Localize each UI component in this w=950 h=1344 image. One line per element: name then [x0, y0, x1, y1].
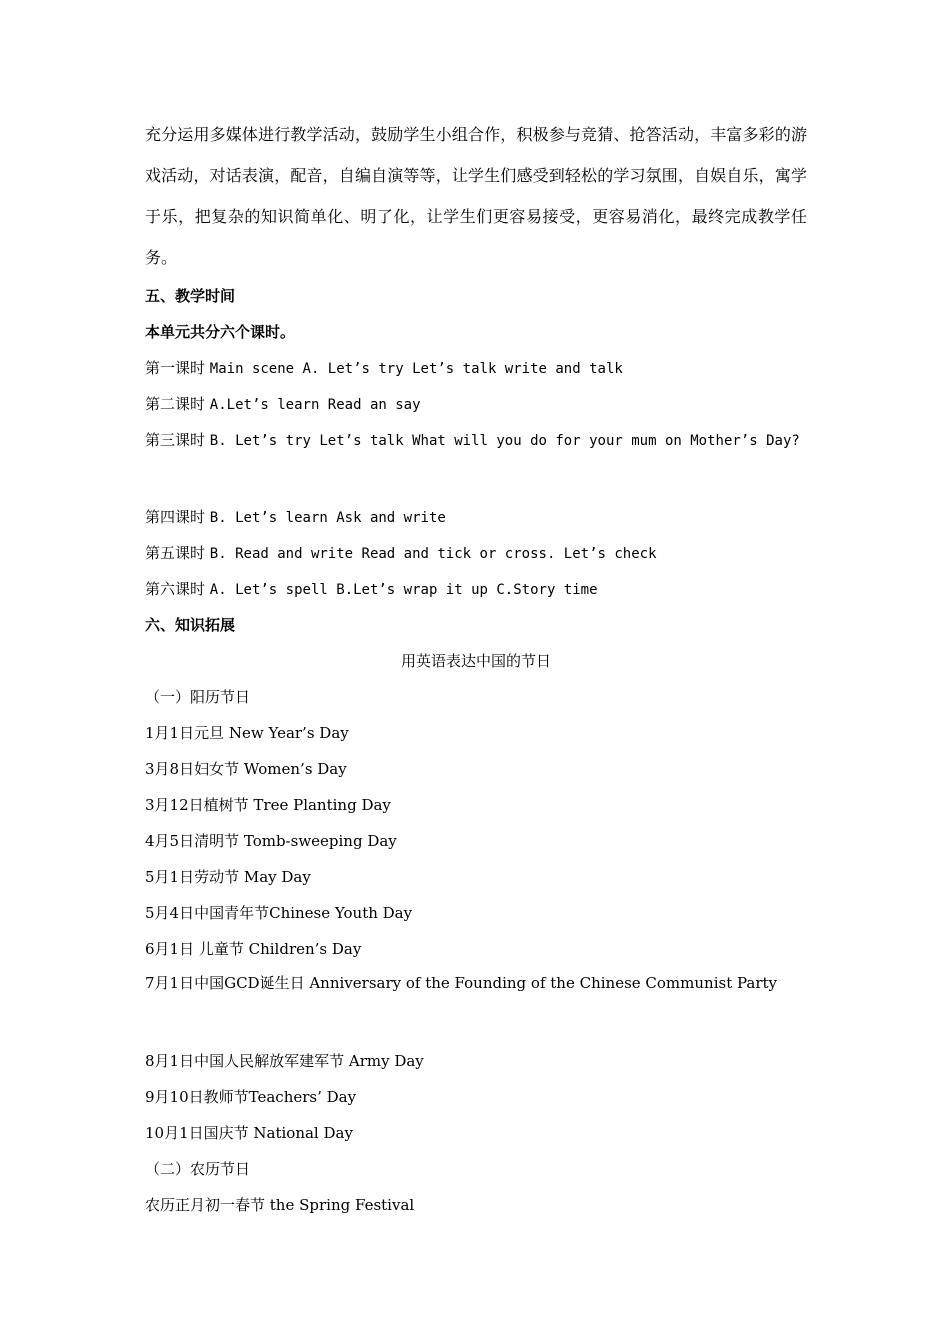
lesson-content: A.Let’s learn Read an say	[209, 397, 421, 413]
lesson-item	[145, 578, 807, 601]
festival-item: 1月1日元旦 New Year’s Day	[145, 724, 349, 742]
section-heading-teaching-time: 五、教学时间	[145, 287, 236, 305]
lesson-item	[145, 542, 807, 565]
lunar-festivals-heading: （二）农历节日	[145, 1160, 251, 1178]
lesson-item	[145, 393, 807, 416]
solar-festivals-heading: （一）阳历节日	[145, 688, 251, 706]
lesson-label: 第四课时	[145, 508, 206, 526]
intro-paragraph: 充分运用多媒体进行教学活动，鼓励学生小组合作，积极参与竞猜、抢答活动，丰富多彩的游戏活动，对话表演，配音，自编自演等等，让学生们感受到轻松的学习氛围，自娱自乐，寓学于乐，把复杂的知识简单化、明了化，让学生们更容易接受，更容易消化，最终完成教学任务。	[145, 125, 807, 267]
lesson-content: B. Let’s learn Ask and write	[209, 510, 446, 526]
lesson-label: 第六课时	[145, 580, 206, 598]
section-heading-knowledge-extension: 六、知识拓展	[145, 616, 236, 634]
lesson-content: B. Read and write Read and tick or cross. Let’s check	[209, 546, 657, 562]
lesson-item	[145, 420, 807, 462]
lesson-content: B. Let’s try Let’s talk What will you do for your mum on Mother’s Day?	[209, 433, 800, 449]
festival-item: 8月1日中国人民解放军建军节 Army Day	[145, 1052, 424, 1070]
festival-item: 6月1日 儿童节 Children’s Day	[145, 940, 362, 958]
lesson-item	[145, 506, 807, 529]
lesson-content: Main scene A. Let’s try Let’s talk write and talk	[209, 361, 623, 377]
lesson-label: 第一课时	[145, 359, 206, 377]
festival-item: 4月5日清明节 Tomb-sweeping Day	[145, 832, 397, 850]
lesson-count-statement: 本单元共分六个课时。	[145, 323, 296, 341]
lesson-label: 第五课时	[145, 544, 206, 562]
festival-item: 5月1日劳动节 May Day	[145, 868, 311, 886]
festival-item: 3月12日植树节 Tree Planting Day	[145, 796, 391, 814]
festival-item: 7月1日中国GCD诞生日 Anniversary of the Founding of the Chinese Communist Party	[145, 974, 778, 992]
festival-item: 10月1日国庆节 National Day	[145, 1124, 353, 1142]
festival-item: 9月10日教师节Teachers’ Day	[145, 1088, 357, 1106]
festival-item: 农历正月初一春节 the Spring Festival	[145, 1196, 415, 1214]
festival-list-title: 用英语表达中国的节日	[400, 652, 551, 670]
lesson-item	[145, 357, 807, 380]
festival-item: 5月4日中国青年节Chinese Youth Day	[145, 904, 413, 922]
festival-item: 3月8日妇女节 Women’s Day	[145, 760, 347, 778]
lesson-content: A. Let’s spell B.Let’s wrap it up C.Story time	[209, 582, 598, 598]
lesson-label: 第三课时	[145, 431, 206, 449]
lesson-label: 第二课时	[145, 395, 206, 413]
